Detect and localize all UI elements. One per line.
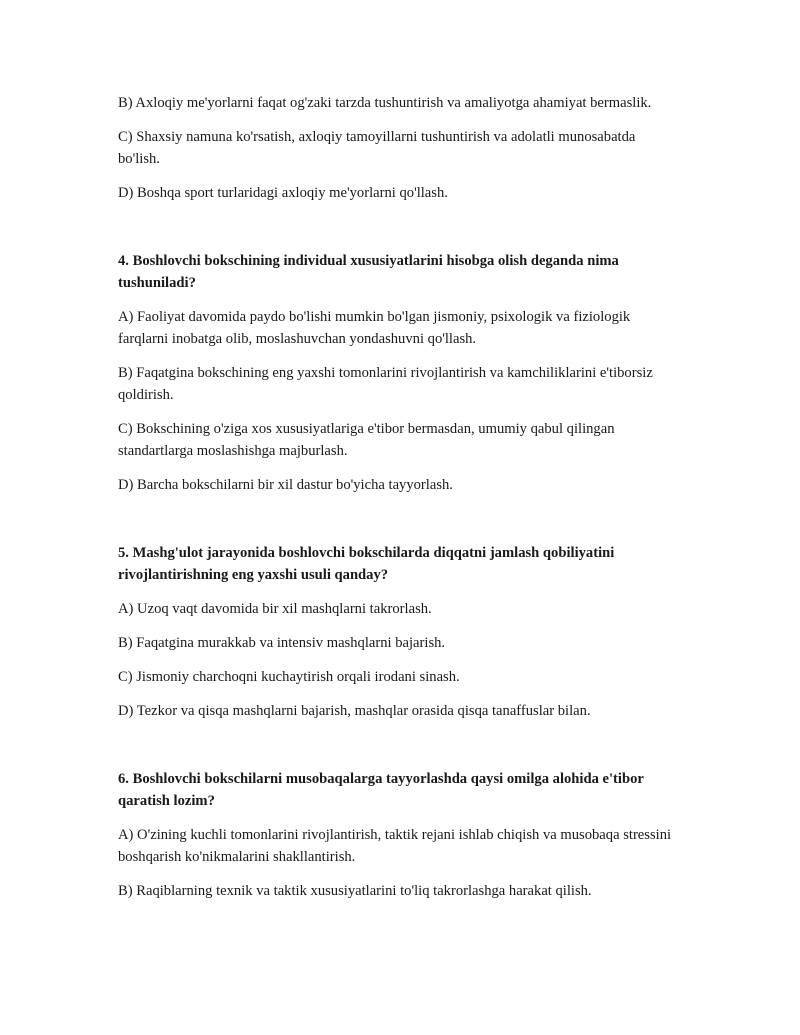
option-b: B) Raqiblarning texnik va taktik xususiyatlarini to'liq takrorlashga harakat qilish.	[118, 883, 592, 899]
option-a: A) Uzoq vaqt davomida bir xil mashqlarni takrorlash.	[118, 601, 432, 617]
option-b: B) Axloqiy me'yorlarni faqat og'zaki tarzda tushuntirish va amaliyotga ahamiyat bermaslik.	[118, 95, 652, 111]
question-5: 5. Mashg'ulot jarayonida boshlovchi bokschilarda diqqatni jamlash qobiliyatini rivojlantirishning eng yaxshi usuli qanday?	[118, 545, 615, 583]
option-c: C) Bokschining o'ziga xos xususiyatlariga e'tibor bermasdan, umumiy qabul qilingan standartlarga moslashishga majburlash.	[118, 421, 615, 459]
option-d: D) Barcha bokschilarni bir xil dastur bo'yicha tayyorlash.	[118, 477, 453, 493]
question-4-block	[118, 250, 678, 496]
option-b: B) Faqatgina murakkab va intensiv mashqlarni bajarish.	[118, 635, 446, 651]
option-a: A) Faoliyat davomida paydo bo'lishi mumkin bo'lgan jismoniy, psixologik va fiziologik farqlarni inobatga olib, moslashuvchan yondashuvni qo'llash.	[118, 309, 631, 347]
document-page	[118, 92, 678, 914]
previous-question-options	[118, 92, 678, 204]
question-6: 6. Boshlovchi bokschilarni musobaqalarga tayyorlashda qaysi omilga alohida e'tibor qaratish lozim?	[118, 771, 644, 809]
question-4: 4. Boshlovchi bokschining individual xususiyatlarini hisobga olish deganda nima tushuniladi?	[118, 253, 619, 291]
question-5-block	[118, 542, 678, 722]
option-b: B) Faqatgina bokschining eng yaxshi tomonlarini rivojlantirish va kamchiliklarini e'tiborsiz qoldirish.	[118, 365, 653, 403]
option-c: C) Shaxsiy namuna ko'rsatish, axloqiy tamoyillarni tushuntirish va adolatli munosabatda bo'lish.	[118, 129, 636, 167]
option-d: D) Tezkor va qisqa mashqlarni bajarish, mashqlar orasida qisqa tanaffuslar bilan.	[118, 703, 591, 719]
option-a: A) O'zining kuchli tomonlarini rivojlantirish, taktik rejani ishlab chiqish va musobaqa stressini boshqarish ko'nikmalarini shakllantirish.	[118, 827, 672, 865]
question-6-block	[118, 768, 678, 902]
option-d: D) Boshqa sport turlaridagi axloqiy me'yorlarni qo'llash.	[118, 185, 448, 201]
option-c: C) Jismoniy charchoqni kuchaytirish orqali irodani sinash.	[118, 669, 460, 685]
